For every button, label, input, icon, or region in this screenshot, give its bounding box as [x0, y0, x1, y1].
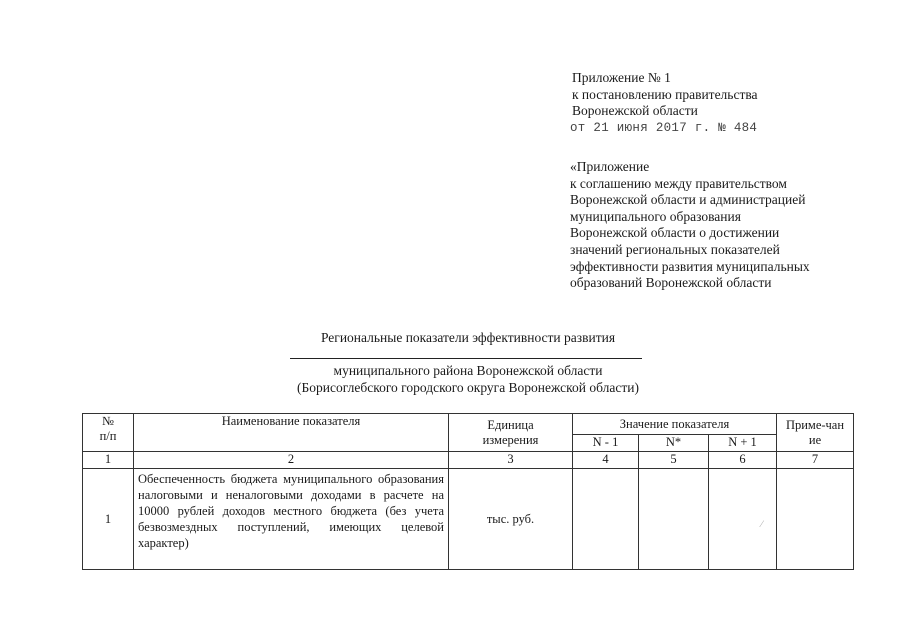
row-n-minus-1 — [573, 469, 639, 570]
row-num: 1 — [83, 469, 134, 570]
col-number-4: 4 — [573, 452, 639, 469]
agreement-line-3: Воронежской области и администрацией — [570, 192, 806, 208]
appendix-line-1: Приложение № 1 — [572, 70, 671, 85]
agreement-line-5: Воронежской области о достижении — [570, 225, 780, 241]
indicators-table — [82, 413, 854, 570]
agreement-line-7: эффективности развития муниципальных — [570, 258, 810, 274]
header-n: N* — [639, 435, 709, 452]
agreement-line-2: к соглашению между правительством — [570, 175, 787, 191]
col-number-2: 2 — [134, 452, 449, 469]
agreement-line-1: «Приложение — [570, 159, 650, 174]
agreement-line-6: значений региональных показателей — [570, 241, 780, 257]
col-number-1: 1 — [83, 452, 134, 469]
header-num: № п/п — [83, 414, 134, 452]
agreement-line-4: муниципального образования — [570, 208, 741, 224]
header-name: Наименование показателя — [134, 414, 449, 452]
scan-speck: ⁄ — [761, 519, 763, 529]
document-subtitle — [0, 363, 902, 396]
row-note — [777, 469, 854, 570]
row-indicator-name: Обеспеченность бюджета муниципального образования налоговыми и неналоговыми доходами в расчете на 10000 рублей доходов местного бюджета (без учета безвозмездных поступлений, имеющих целевой характер) — [134, 469, 449, 570]
row-unit: тыс. руб. — [449, 469, 573, 570]
col-number-6: 6 — [709, 452, 777, 469]
header-n-minus-1: N - 1 — [573, 435, 639, 452]
header-n-plus-1: N + 1 — [709, 435, 777, 452]
document-title: Региональные показатели эффективности развития — [320, 330, 616, 345]
header-unit: Единица измерения — [449, 414, 573, 452]
blank-underline — [290, 358, 642, 359]
row-n — [639, 469, 709, 570]
decree-stamp: от 21 июня 2017 г. № 484 — [570, 120, 758, 135]
col-number-5: 5 — [639, 452, 709, 469]
col-number-7: 7 — [777, 452, 854, 469]
agreement-appendix — [570, 159, 810, 292]
table-row — [83, 469, 854, 570]
row-n-plus-1 — [709, 469, 777, 570]
col-number-3: 3 — [449, 452, 573, 469]
appendix-line-3: Воронежской области — [572, 103, 698, 118]
agreement-line-8: образований Воронежской области — [570, 275, 772, 291]
subtitle-line-2: (Борисоглебского городского округа Воронежской области) — [297, 379, 639, 395]
subtitle-line-1: муниципального района Воронежской области — [333, 363, 603, 378]
appendix-line-2: к постановлению правительства — [572, 86, 758, 102]
appendix-header — [572, 70, 758, 136]
header-note: Приме-чание — [777, 414, 854, 452]
header-value: Значение показателя — [573, 414, 777, 435]
